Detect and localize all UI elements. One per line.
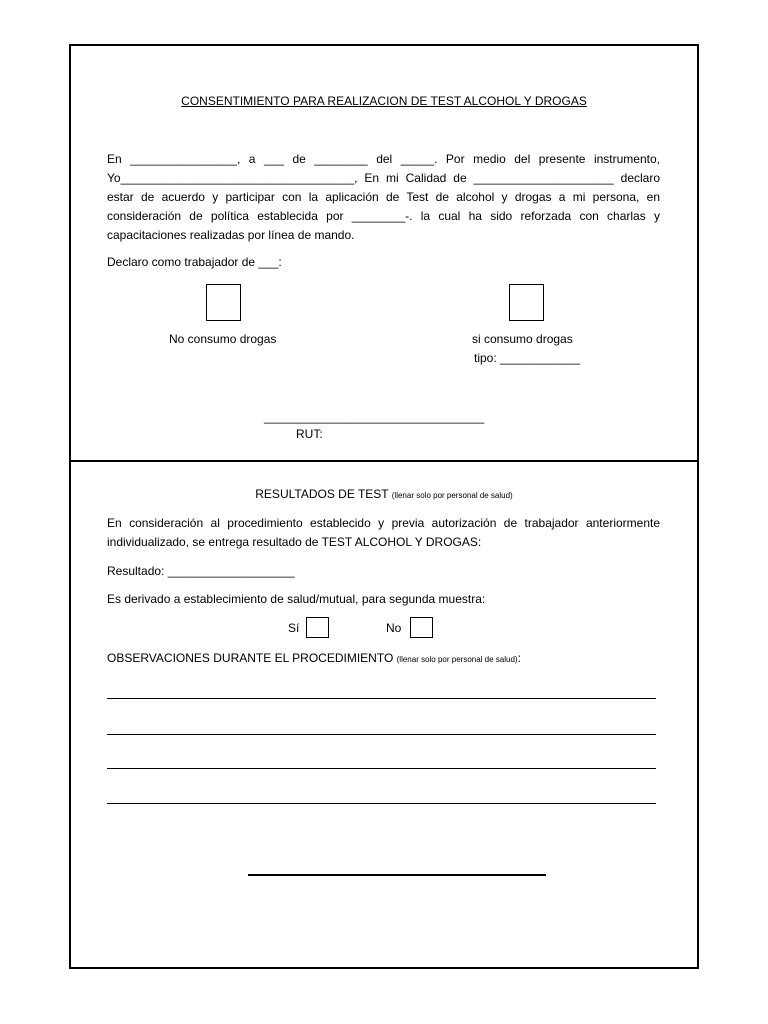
- results-line-2: individualizado, se entrega resultado de TEST ALCOHOL Y DROGAS:: [107, 535, 482, 549]
- resultado-field[interactable]: Resultado: ___________________: [107, 564, 295, 578]
- signature-line[interactable]: _________________________________: [264, 410, 485, 424]
- no-consumo-checkbox[interactable]: [206, 284, 241, 321]
- consent-line-2: Yo___________________________________, En mi Calidad de _____________________ declaro: [107, 171, 660, 185]
- si-checkbox[interactable]: [306, 617, 329, 638]
- results-line-1: En consideración al procedimiento establecido y previa autorización de trabajador anteriormente: [107, 516, 660, 530]
- observation-line-1[interactable]: [107, 698, 656, 699]
- derivado-label: Es derivado a establecimiento de salud/mutual, para segunda muestra:: [107, 592, 486, 606]
- health-signature-line[interactable]: [248, 874, 546, 876]
- observaciones-colon: :: [517, 651, 521, 665]
- no-label: No: [386, 621, 402, 635]
- consent-line-5: capacitaciones realizadas por línea de mando.: [107, 228, 355, 242]
- results-heading-text: RESULTADOS DE TEST: [255, 487, 389, 501]
- consent-paragraph: [107, 150, 660, 245]
- si-label: Sí: [288, 621, 300, 635]
- results-paragraph: [107, 514, 660, 552]
- observaciones-note: (llenar solo por personal de salud): [396, 655, 518, 664]
- tipo-field[interactable]: tipo: ____________: [474, 351, 581, 365]
- consent-line-1: En ________________, a ___ de ________ del _____. Por medio del presente instrumento,: [107, 152, 660, 166]
- observaciones-heading: [107, 651, 521, 665]
- si-consumo-label: si consumo drogas: [472, 332, 573, 346]
- consent-title: CONSENTIMIENTO PARA REALIZACION DE TEST ALCOHOL Y DROGAS: [181, 94, 587, 108]
- rut-label: RUT:: [296, 427, 323, 441]
- consent-line-4: consideración de política establecida por ________-. la cual ha sido reforzada con charlas y: [107, 209, 660, 223]
- no-consumo-label: No consumo drogas: [169, 332, 277, 346]
- results-heading: [69, 487, 699, 501]
- si-consumo-checkbox[interactable]: [509, 284, 544, 321]
- section-divider: [69, 460, 699, 462]
- observation-line-3[interactable]: [107, 768, 656, 769]
- results-heading-note: (llenar solo por personal de salud): [391, 491, 513, 500]
- consent-line-3: estar de acuerdo y participar con la aplicación de Test de alcohol y drogas a mi persona, en: [107, 190, 660, 204]
- no-checkbox[interactable]: [410, 617, 433, 638]
- observation-line-2[interactable]: [107, 734, 656, 735]
- observation-line-4[interactable]: [107, 803, 656, 804]
- declaro-label: Declaro como trabajador de ___:: [107, 255, 282, 269]
- observaciones-text: OBSERVACIONES DURANTE EL PROCEDIMIENTO: [107, 651, 394, 665]
